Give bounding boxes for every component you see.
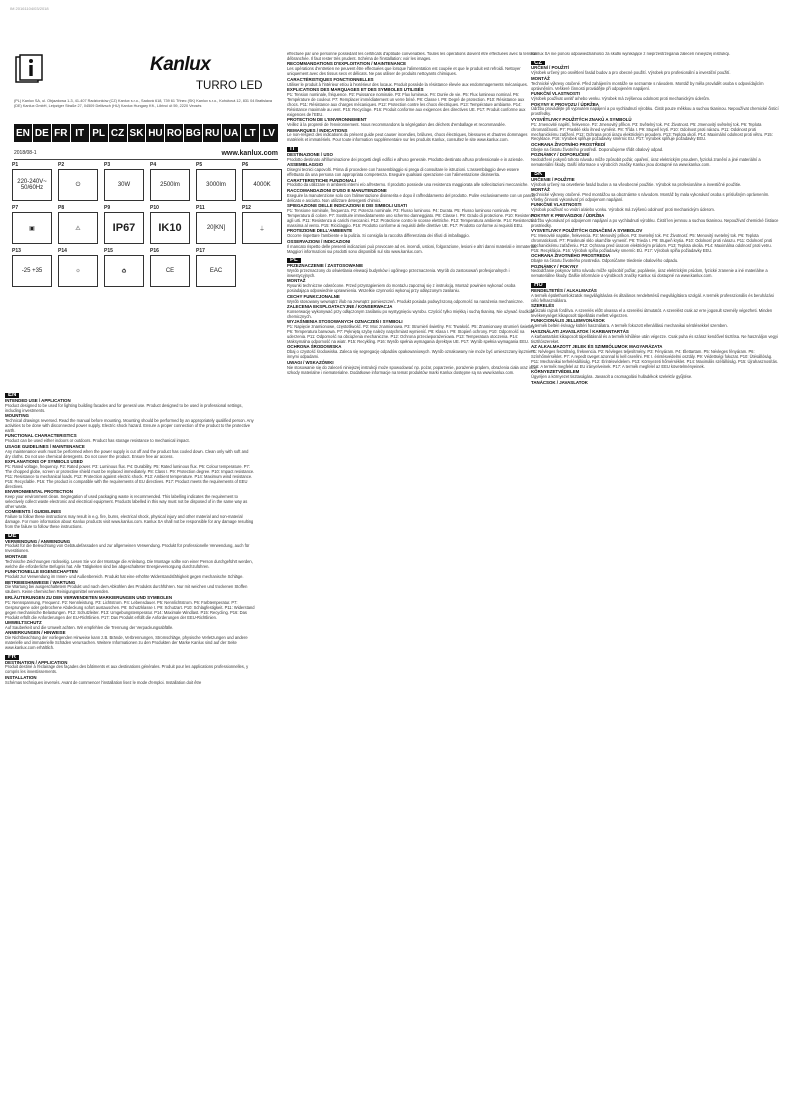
paragraph: Schémas techniques inversés. Avant de commencer l'installation lisez le mode d'emploi. Installation doit être	[5, 679, 202, 685]
pictogram	[104, 248, 144, 287]
pictogram	[150, 205, 190, 244]
section-heading: PROTECTION DE L'ENVIRONNEMENT	[287, 117, 367, 123]
section-heading: ANMERKUNGEN / HINWEISE	[5, 630, 66, 636]
pictogram	[12, 205, 52, 244]
paragraph: Die Wartung bei ausgeschaltetem Produkt und nach dem Abkühlen des Produkts durchführen. Nur mit weichen und trockenen Stoffen säubern. Keine chemischen Reinigungsmittel verwenden.	[5, 584, 248, 595]
section-heading: REMARQUES / INDICATIONS	[287, 127, 348, 133]
pictogram	[12, 162, 52, 201]
pictogram-label: P12	[242, 205, 251, 211]
language-tab-en: EN	[14, 124, 32, 142]
section-heading: USAGE GUIDELINES / MAINTENANCE	[5, 443, 85, 449]
section-heading: URČENÍ / POUŽITÍ	[531, 65, 569, 71]
paragraph: P1: Napięcie znamionowe, częstotliwość. P2: Moc znamionowa. P3: Strumień świetlny. P4: Trwałość. P5: Znamionowy strumień świetlny. P6: Temperatura barwowa. P7: Pękniętą szybę należy natychmiast wymienić. P8: Klasa I. P9: Stopień ochrony. P10: Odporność na uderzenia. P11: Odporność na obciążenia mechaniczne. P12: Ochrona przeciwporażeniowa. P13: Temperatura otoczenia. P14: Maksymalna odporność na wiatr. P15: Recykling. P16: Wyrób spełnia wymagania dyrektyw UE. P17: Wyrób spełnia wymagania EEU.	[287, 324, 536, 344]
pictogram-symbol: ⚠	[58, 212, 98, 244]
section-heading: POZNÁMKY / DOPORUČENÍ	[531, 152, 590, 158]
pictogram	[58, 205, 98, 244]
section-language-badge: FR	[5, 655, 19, 660]
section-heading: FUNKTIONELLE EIGENSCHAFTEN	[5, 569, 78, 575]
paragraph: Kanlux SA nie ponosi odpowiedzialności za skutki wynikające z nieprzestrzegania zaleceń niniejszej instrukcji.	[531, 52, 731, 56]
paragraph: Výrobok používať vo vnútri a/alebo vonku. Výrobok má zvýšenú odolnosť proti mechanickým úderom.	[531, 207, 715, 213]
paragraph: P1: Rated voltage, frequency. P2: Rated power. P3: Luminous flux. P4: Durability. P5: Rated luminous flux. P6: Colour temperature. P7: The chopped globe, screen or protective shield must be replaced immediately. P8: Class I. P9: Protection degree. P10: Impact resistance. P11: Resistance to mechanical loads. P12: Protection against electric shock. P13: Ambient temperature. P14: Maximum wind resistance. P15: Recyclable. P16: The product is compatible with the requirements of EU directives. P17: Product meets the requirements of EEU directives.	[5, 464, 255, 489]
language-tab-it: IT	[71, 124, 89, 142]
paragraph: Nie stosowanie się do zaleceń niniejszej instrukcji może spowodować np. pożar, poparzenie, porażenie prądem, obrażenia ciała oraz inne szkody materialne i niematerialne. Dodatkowe informacje na temat produktów marki Kanlux dostępne są na www.kanlux.com.	[287, 364, 537, 375]
section-heading: EXPLICATIONS DES MARQUAGES ET DES SYMBOLES UTILISÉS	[287, 87, 424, 93]
paragraph: Wyrób stosowany wewnątrz i/lub na zewnątrz pomieszczeń. Produkt posiada podwyższoną odporność na narażenia mechaniczne.	[287, 298, 524, 304]
paragraph: Technische Zeichnungen rückseitig. Lesen Sie vor der Montage die Anleitung. Die Montage sollte von einer Person durchgeführt werden, welche die erforderliche Befugnis hat. Alle Tätigkeiten sind bei abgeschalteter Energieversorgung durchzuführen.	[5, 558, 253, 569]
paragraph: Údržbu vykonávať pri odpojenom napájaní a po vychladnutí výrobku. Čistiť len jemnou a suchou tkaninou. Nepoužívať chemické čistiace prostriedky.	[531, 217, 779, 228]
section-heading: CECHY FUNKCJONALNE	[287, 293, 340, 299]
language-tab-fr: FR	[52, 124, 70, 142]
pictogram-label: P4	[150, 162, 157, 168]
pictogram-label: P16	[150, 248, 159, 254]
paragraph: Veillez à la propreté de l'environnement. Nous recommandons la ségrégation des déchets d'emballage et recommandée.	[287, 122, 506, 128]
section-heading: FUNKCIONÁLIS JELLEMVONÁSOK	[531, 318, 605, 324]
document-id: IM 20161104/03/2018	[10, 6, 49, 11]
paragraph: Disegni tecnici capovolti. Prima di procedere con l'assemblaggio si prega di consultare le istruzioni. L'assemblaggio deve essere effettuato da una persona con appropriata competenza. Eseguire qualsiasi operazione con l'alimentazione disinserita.	[287, 167, 520, 177]
paragraph: Die Nichtbeachtung der vorliegenden Hinweise kann z.B. Brände, Verbrennungen, Stromschläge, physische Verletzungen und andere materielle und immaterielle Schäden verursachen. Weitere Informationen zu den Produkten der Marke Kanlux sind auf der Seite www.kanlux.com erhältlich.	[5, 635, 248, 651]
section-heading: CARACTÉRISTIQUES FONCTIONNELLES	[287, 76, 374, 82]
section-heading: VERWENDUNG / ANWENDUNG	[5, 538, 71, 544]
paragraph: Rysunki techniczne odwrócone. Przed przystąpieniem do montażu zapoznaj się z instrukcją. Montaż powinien wykonać osoba posiadająca odpowiednie uprawnienia. Wszelkie czynności wykonuj przy odłączonym zasilaniu.	[287, 283, 516, 294]
paragraph: Product designed to be used for lighting building facades and for general use. Product designed to be used in professional settings, including investments.	[5, 402, 243, 413]
pictogram-label: P8	[58, 205, 65, 211]
paragraph: Keep your environment clean. Segregation of used packaging waste is recommended. This labelling indicates the requirement to selectively collect waste electronic and electrical equipment. Products labelled in this way must not be disposed of in the same way as other waste.	[5, 494, 248, 509]
pictogram-symbol: 4000K	[242, 169, 282, 201]
pictogram-symbol: 30W	[104, 169, 144, 201]
pictogram-symbol: ▣	[12, 212, 52, 244]
section-heading: INSTALLATION	[5, 674, 37, 680]
section-language-badge: CZ	[531, 61, 545, 66]
paragraph: Konserwację wykonywać przy odłączonym zasilaniu po wystygnięciu wyrobu. Czyścić tylko miękką i suchą tkaniną. Nie używać środków chemicznych.	[287, 308, 534, 319]
section-heading: RECOMMANDATIONS D'EXPLOITATION / MAINTENANCE	[287, 61, 407, 67]
paragraph: Produkt für die Beleuchtung von Gebäudefassaden und zur allgemeinen Verwendung. Produkt für professionelle Verwendung, auch für Investitionen.	[5, 543, 250, 554]
company-address: (PL) Kanlux SA, ul. Objazdowa 1-3, 41-407 Radzionków (CZ) Kanlux s.r.o., Sadová 618, 739 61 Třinec (SK) Kanlux s.r.o., Kohútová 12, 831 04 Bratislava (DE) Kanlux GmbH, Leipziger Straße 27, 04509 Delitzsch (HU) Kanlux Hungary Kft., Lőrinci út 59, 2220 Vecsés	[14, 99, 273, 108]
paragraph: Occorre rispettare l'ambiente e la pulizia. Si consiglia la raccolta differenziata dei rifiuti di imballaggio.	[287, 233, 470, 239]
paragraph: P1: Jmenovité napětí, frekvence. P2: Jmenovitý příkon. P3: Světelný tok. P4: Životnost. P5: Jmenovitý světelný tok. P6: Teplota chromatičnosti. P7: Prasklé sklo ihned vyměnit. P8: Třída I. P9: Stupeň krytí. P10: Odolnost proti nárazu. P11: Odolnost proti mechanickému zatížení. P12: Ochrana proti úrazu elektrickým proudem. P13: Teplota okolí. P14: Maximální odolnost proti větru. P15: Recyklace. P16: Výrobek splňuje požadavky směrnic EU. P17: Výrobek splňuje požadavky EEU.	[531, 121, 773, 142]
section-heading: OSSERVAZIONI / INDICAZIONI	[287, 238, 351, 244]
paragraph: Prodotto destinato all'illuminazione dei progetti degli edifici e all'uso generale. Prodotto destinato all'uso professionale e in aziende.	[287, 156, 524, 162]
language-tab-lv: LV	[260, 124, 278, 142]
pictogram-symbol: EAC	[196, 255, 236, 287]
pictogram	[104, 205, 144, 244]
pictogram	[196, 248, 236, 287]
section-heading: EXPLANATIONS OF SYMBOLS USED	[5, 459, 83, 465]
pictogram-label: P1	[12, 162, 19, 168]
pictogram-symbol: IK10	[150, 212, 190, 244]
paragraph: Ügyeljen a környezet tisztaságára. Javasolt a csomagolási hulladékok szelektív gyűjtése.	[531, 374, 693, 380]
paragraph: A termék beltéri és/vagy kültéri használatra. A termék fokozott ellenállású mechanikai sérülésekkel szemben.	[531, 323, 728, 329]
section-heading: VYSVETLIVKY POUŽITÝCH OZNAČENÍ A SYMBOLOV	[531, 228, 643, 234]
section-heading: SPIEGAZIONE DELLE INDICAZIONI E DEI SIMBOLI USATI	[287, 203, 407, 209]
language-tab-pl: PL	[90, 124, 108, 142]
paragraph: Technical drawings reversed. Read the manual before mounting. Mounting should be performed by an appropriately qualified person. Any activities to be done with disconnected power supply. Electric shock hazard. Ensure a proper connection of the product to the protective earth.	[5, 418, 254, 433]
section-heading: ASSEMBLAGGIO	[287, 162, 324, 168]
section-heading: POKYNY K PROVOZU / ÚDRŽBA	[531, 101, 599, 107]
section-heading: HASZNÁLATI JAVASLATOK / KARBANTARTÁS	[531, 328, 629, 334]
section-heading: INTENDED USE / APPLICATION	[5, 397, 71, 403]
section-heading: MONTAŻ	[287, 278, 306, 284]
section-heading: COMMENTS / GUIDELINES	[5, 509, 62, 515]
section-heading: RACCOMANDAZIONI D'USO E MANUTENZIONE	[287, 187, 387, 193]
pictogram-label: P5	[196, 162, 203, 168]
paragraph: Any maintenance work must be performed when the power supply is cut off and the product has cooled down. Clean only with soft and dry cloths. Do not use chemical detergents. Do not cover the product. Ensure free air access.	[5, 448, 249, 459]
section-heading: CARATTERISTICHE FUNZIONALI	[287, 177, 356, 183]
language-tab-bg: BG	[184, 124, 202, 142]
paragraph: A karbantartást kikapcsolt tápellátásnál és a termék kihűlése után végezze. Csak puha és száraz kendővel tisztítsa. Ne használjon vegyi tisztítószereket.	[531, 333, 778, 344]
section-heading: WYJAŚNIENIA STOSOWANYCH OZNACZEŃ I SYMBOLI	[287, 319, 403, 325]
section-heading: OCHRANA ŽIVOTNÍHO PROSTŘEDÍ	[531, 141, 606, 147]
paragraph: Výrobek určený pro osvětlení fasád budov a pro obecné použití. Výrobek pro profesionální a investiční použití.	[531, 70, 731, 76]
pictogram	[104, 162, 144, 201]
section-language-badge: IT	[287, 147, 298, 152]
paragraph: Le non-respect des indications du présent guide peut causer incendies, brûlures, chocs électriques, blessures et d'autres dommages matériels et immatériels. Pour toute information supplémentaire sur les produits Kanlux, consultez le site www.kanlux.com.	[287, 132, 528, 143]
pictogram-symbol: 20[KN]	[196, 212, 236, 244]
section-heading: ERLÄUTERUNGEN ZU DEN VERWENDETEN MARKIERUNGEN UND SYMBOLEN	[5, 594, 173, 600]
pictogram-symbol: -25 +35	[12, 255, 52, 287]
section-heading: ENVIRONMENTAL PROTECTION	[5, 489, 73, 495]
section-heading: MONTÁŽ	[531, 75, 550, 81]
language-tab-hu: HU	[146, 124, 164, 142]
pictogram-label: P6	[242, 162, 249, 168]
section-language-badge: PL	[287, 258, 301, 263]
section-heading: BETRIEBSHINWEISE / WARTUNG	[5, 579, 76, 585]
pictogram-label: P2	[58, 162, 65, 168]
website-link[interactable]: www.kanlux.com	[221, 150, 278, 157]
paragraph: Nedodržení pokynů tohoto návodu může způsobit požár, opaření, úraz elektrickým proudem, fyzická zranění a jiné materiální a nemateriální škody. Další informace o výrobcích značky Kanlux jsou dostupné na www.kanlux.com.	[531, 157, 761, 168]
pictogram	[12, 248, 52, 287]
pictogram	[196, 162, 236, 201]
paragraph: A termék épülethomlokzatok megvilágítására és általános rendeltetésű megvilágításra szolgál. A termék professzionális és beruházási célú felhasználásra.	[531, 292, 774, 303]
paragraph: Výrobok určený na osvetlenie fasád budov a na všeobecné použitie. Výrobok na profesionálne a investičné použitie.	[531, 181, 742, 187]
pictogram	[242, 248, 280, 287]
section-heading: OCHRONA ŚRODOWISKA	[287, 344, 342, 350]
section-heading: MOUNTING	[5, 413, 29, 419]
section-heading: UWAGI / WSKAZÓWKI	[287, 359, 334, 365]
date-row	[14, 150, 278, 160]
language-tab-cz: CZ	[109, 124, 127, 142]
paragraph: Výrobek používat uvnitř a/nebo venku. Výrobek má zvýšenou odolnost proti mechanickým úderům.	[531, 96, 711, 102]
paragraph: Utiliser le produit à l'intérieur et/ou à l'extérieur des locaux. Produit possède la résistance élevée aux endommagements mécaniques.	[287, 81, 528, 87]
section-language-badge: HU	[531, 283, 546, 288]
language-tab-ro: RO	[165, 124, 183, 142]
section-heading: AZ ALKALMAZOTT JELEK ÉS SZIMBÓLUMOK MAGYARÁZATA	[531, 344, 663, 350]
paragraph: P1: Tension nominale, fréquence. P2: Puissance nominale. P3: Flux lumineux. P4: Durée de vie. P5: Flux lumineux nominal. P6: Température de couleur. P7: Remplacer immédiatement un verre brisé. P8: Classe I. P9: Degré de protection. P10: Résistance aux chocs. P11: Résistance aux charges mécaniques. P12: Protection contre les chocs électriques. P13: Température ambiante. P14: Résistance maximale au vent. P15: Recyclage. P16: Produit conforme aux exigences des directives UE. P17: Produit conforme aux exigences de l'EEU.	[287, 92, 526, 117]
section-heading: RENDELTETÉS / ALKALMAZÁS	[531, 287, 597, 293]
pictogram-label: P3	[104, 162, 111, 168]
pictogram-label: P10	[150, 205, 159, 211]
section-heading: POZNÁMKY / POKYNY	[531, 263, 579, 269]
section-heading: PRZEZNACZENIE / ZASTOSOWANIE	[287, 262, 364, 268]
section-heading: POKYNY K PREVÁDZKE / ÚDRŽBA	[531, 212, 605, 218]
paragraph: Dbejte na čistotu životního prostředí. Doporučujeme třídit obalový odpad.	[531, 146, 664, 152]
section-heading: PROTEZIONE DELL'AMBIENTE	[287, 228, 353, 234]
paragraph: Údržbu provádějte při vypnutém napájení a po vychladnutí výrobku. Čistit pouze měkkou a suchou tkaninou. Nepoužívat chemické čisticí prostředky.	[531, 106, 779, 117]
pictogram-label: P11	[196, 205, 205, 211]
pictogram-symbol: ⏻	[58, 169, 98, 201]
pictogram-grid	[12, 162, 280, 291]
paragraph: Műszaki rajzok fordítva. A szerelés előtt olvassa el a szerelési útmutatót. A szerelést csak az erre jogosult személy végezheti. Minden tevékenységet kikapcsolt tápellátás mellett végezzen.	[531, 308, 773, 318]
language-tab-ua: UA	[222, 124, 240, 142]
section-heading: FUNKČNÉ VLASTNOSTI	[531, 202, 582, 208]
pictogram	[58, 162, 98, 201]
section-heading: SZERELÉS	[531, 303, 555, 309]
brand-logo	[150, 54, 262, 78]
brand-name: Kanlux	[150, 54, 211, 75]
pictogram-row	[12, 162, 280, 201]
paragraph: Eseguire la manutenzione solo con l'alimentazione disinserita e dopo il raffreddamento del prodotto. Pulire esclusivamente con un panno delicato e asciutto. Non utilizzare detergenti chimici.	[287, 192, 535, 203]
pictogram-label: P13	[12, 248, 21, 254]
paragraph: Il mancato rispetto delle presenti indicazioni può provocare ad es. incendi, ustioni, folgorazione, lesioni e altri danni materiali e immateriali. Maggiori informazioni sui prodotti sono disponibili sul sito www.kanlux.com.	[287, 243, 537, 254]
pictogram-symbol: CE	[150, 255, 190, 287]
paragraph: P1: Tensione nominale, frequenza. P2: Potenza nominale. P3: Flusso luminoso. P4: Durata. P5: Flusso luminoso nominale. P6: Temperatura di colore. P7: Sostituire immediatamente uno schermo danneggiato. P8: Classe I. P9: Grado di protezione. P10: Resistenza agli urti. P11: Resistenza ai carichi meccanici. P12: Protezione contro le scosse elettriche. P13: Temperatura ambiente. P14: Resistenza massima al vento. P15: Riciclaggio. P16: Prodotto conforme ai requisiti delle direttive UE. P17: Prodotto conforme ai requisiti EEU.	[287, 208, 536, 228]
pictogram-label: P7	[12, 205, 19, 211]
section-heading: VYSVĚTLIVKY POUŽITÝCH ZNAKŮ A SYMBOLŮ	[531, 116, 632, 122]
section-heading: DESTINATION / APPLICATION	[5, 659, 68, 665]
paragraph: Wyrób przeznaczony do oświetlania elewacji budynków i ogólnego przeznaczenia. Wyrób do zastosowań profesjonalnych i inwestycyjnych.	[287, 267, 510, 278]
document-date: 2018/08-1	[14, 150, 37, 156]
paragraph: Auf Sauberkeit und die Umwelt achten. Wir empfehlen die Trennung der Verpackungsabfälle.	[5, 624, 174, 630]
language-bar	[14, 124, 278, 142]
paragraph: Dbaj o czystość środowiska. Zaleca się segregację odpadów opakowaniowych. Wyrób oznakowany nie może być umieszczany łącznie z innymi odpadami.	[287, 349, 535, 360]
pictogram	[150, 248, 190, 287]
section-heading: DESTINAZIONE / USO	[287, 151, 333, 157]
pictogram-symbol: 220-240V~ 50/60Hz	[12, 169, 52, 201]
paragraph: Technické výkresy otočené. Před zahájením montáže se seznamte s návodem. Montáž by měla provádět osoba s odpovídajícím oprávněním. Veškeré činnosti provádějte při odpojeném napájení.	[531, 80, 764, 91]
section-heading: MONTÁŽ	[531, 187, 550, 192]
product-model: TURRO LED	[196, 80, 263, 92]
language-tab-ru: RU	[203, 124, 221, 142]
paragraph: P1: Névleges feszültség, frekvencia. P2: Névleges teljesítmény. P3: Fényáram. P4: Élettartam. P5: Névleges fényáram. P6: Színhőmérséklet. P7: A repedt üveget azonnal ki kell cserélni. P8: I. érintésvédelmi osztály. P9: Védettségi fokozat. P10: Ütésállóság. P11: Mechanikai terhelésállóság. P12: Érintésvédelem. P13: Környezeti hőmérséklet. P14: Maximális szélállóság. P15: Újrahasznosítás. P16: A termék megfelel az EU irányelveinek. P17: A termék megfelel az EEU követelményeinek.	[531, 349, 779, 369]
section-heading: FUNKČNÍ VLASTNOSTI	[531, 91, 580, 97]
instruction-column-2	[287, 52, 537, 1110]
section-heading: UMWELTSCHUTZ	[5, 620, 42, 625]
paragraph: Produkt zur Verwendung im Innen- und Außenbereich. Produkt hat eine erhöhte Widerstandsfähigkeit gegen mechanische Schläge.	[5, 574, 244, 580]
pictogram	[242, 205, 282, 244]
section-heading: KÖRNYEZETVÉDELEM	[531, 369, 580, 375]
instruction-column-3	[531, 52, 781, 1110]
pictogram-label: P14	[58, 248, 67, 254]
language-tab-sk: SK	[128, 124, 146, 142]
pictogram-label: P17	[196, 248, 205, 254]
pictogram-label: P15	[104, 248, 113, 254]
paragraph: Failure to follow these instructions may result in e.g. fire, burns, electrical shock, physical injury and other material and non-material damage. For more information about Kanlux products visit www.kanlux.com. Kanlux SA shall not be responsible for any damage resulting from the failure to follow these instructions.	[5, 514, 254, 530]
section-heading: ZALECENIA EKSPLOATACYJNE / KONSERWACJA	[287, 304, 393, 309]
pictogram	[242, 162, 282, 201]
paragraph: Nedodržanie pokynov tohto návodu môže spôsobiť požiar, popálenie, úraz elektrickým prúdom, fyzické zranenie a iné materiálne a nemateriálne škody. Ďalšie informácie o výrobkoch značky Kanlux sú dostupné na www.kanlux.com.	[531, 268, 768, 279]
paragraph: P1: Menovité napätie, frekvencia. P2: Menovitý príkon. P3: Svetelný tok. P4: Životnosť. P5: Menovitý svetelný tok. P6: Teplota chromatickosti. P7: Prasknuté sklo okamžite vymeniť. P8: Trieda I. P9: Stupeň krytia. P10: Odolnosť proti nárazu. P11: Odolnosť proti mechanickému zaťaženiu. P12: Ochrana pred úrazom elektrickým prúdom. P13: Teplota okolia. P14: Maximálna odolnosť proti vetru. P15: Recyklácia. P16: Výrobok spĺňa požiadavky smerníc EÚ. P17: Výrobok spĺňa požiadavky EEU.	[531, 232, 773, 253]
section-language-badge: DE	[5, 534, 19, 539]
language-tab-de: DE	[33, 124, 51, 142]
pictogram	[58, 248, 98, 287]
pictogram	[196, 205, 236, 244]
paragraph: P1: Nennspannung, Frequenz. P2: Nennleistung. P3: Lichtstrom. P4: Lebensdauer. P5: Nennlichtstrom. P6: Farbtemperatur. P7: Gesprungene oder gebrochene Abdeckung sofort austauschen. P8: Schutzklasse I. P9: Schutzart. P10: Schlagfestigkeit. P11: Widerstand gegen mechanische Belastungen. P12: Schutzleiter. P13: Umgebungstemperatur. P14: Maximale Windlast. P15: Recycling. P16: Das Produkt erfüllt die Anforderungen der EU-Richtlinien. P17: Das Produkt erfüllt die Anforderungen der EEU-Richtlinien.	[5, 599, 255, 620]
instruction-column-1	[5, 390, 255, 1110]
paragraph: effectuée par une personne possédant les certificats d'aptitude convenables. Toutes les opérations doivent être effectuées avec la tension débranchée. Il faut rester très prudent. Schéma de l'installation: voir les images.	[287, 52, 537, 61]
section-heading: MONTAGE	[5, 553, 28, 559]
pictogram-row	[12, 205, 280, 244]
paragraph: Technické výkresy otočené. Pred montážou sa oboznámte s návodom. Montáž by mala vykonávať osoba s príslušným oprávnením. Všetky činnosti vykonávať pri odpojenom napájaní.	[531, 191, 770, 202]
pictogram-label: P9	[104, 205, 111, 211]
section-heading: TANÁCSOK / JAVASLATOK	[531, 379, 588, 385]
pictogram-symbol: ⏚	[242, 212, 282, 244]
pictogram-symbol: 3000lm	[196, 169, 236, 201]
pictogram-symbol: ☼	[58, 255, 98, 287]
section-heading: OCHRANA ŽIVOTNÉHO PROSTREDIA	[531, 253, 611, 259]
pictogram-symbol: IP67	[104, 212, 144, 244]
paragraph: Produit destiné à l'éclairage des façades des bâtiments et aux destinations générales. Produit pour les applications professionnelles, y compris les investissements.	[5, 664, 249, 675]
paragraph: Les opérations d'entretien ne peuvent être effectuées que lorsque l'alimentation est coupée et que le produit est refroidi. Nettoyer uniquement avec des tissus secs et délicats. Ne pas utiliser de produits nettoyants chimiques.	[287, 66, 521, 77]
section-language-badge: EN	[5, 393, 19, 398]
language-tab-lt: LT	[241, 124, 259, 142]
paragraph: Product can be used either indoors or outdoors. Product has storage resistance to mechanical impact.	[5, 438, 190, 444]
pictogram	[150, 162, 190, 201]
pictogram-row	[12, 248, 280, 287]
section-language-badge: SK	[531, 172, 545, 177]
section-heading: URČENIE / POUŽITIE	[531, 176, 575, 182]
pictogram-symbol: ♻	[104, 255, 144, 287]
section-heading: FUNCTIONAL CHARACTERISTICS	[5, 433, 77, 439]
paragraph: Dbajte na čistotu životného prostredia. Odporúčame triedenie obalového odpadu.	[531, 258, 679, 264]
pictogram-symbol: 2500lm	[150, 169, 190, 201]
info-manual-icon	[14, 54, 44, 84]
paragraph: Prodotto da utilizzare in ambienti interni e/o all'esterno. Il prodotto possiede una resistenza maggiorata alle sollecitazioni meccaniche.	[287, 182, 529, 188]
